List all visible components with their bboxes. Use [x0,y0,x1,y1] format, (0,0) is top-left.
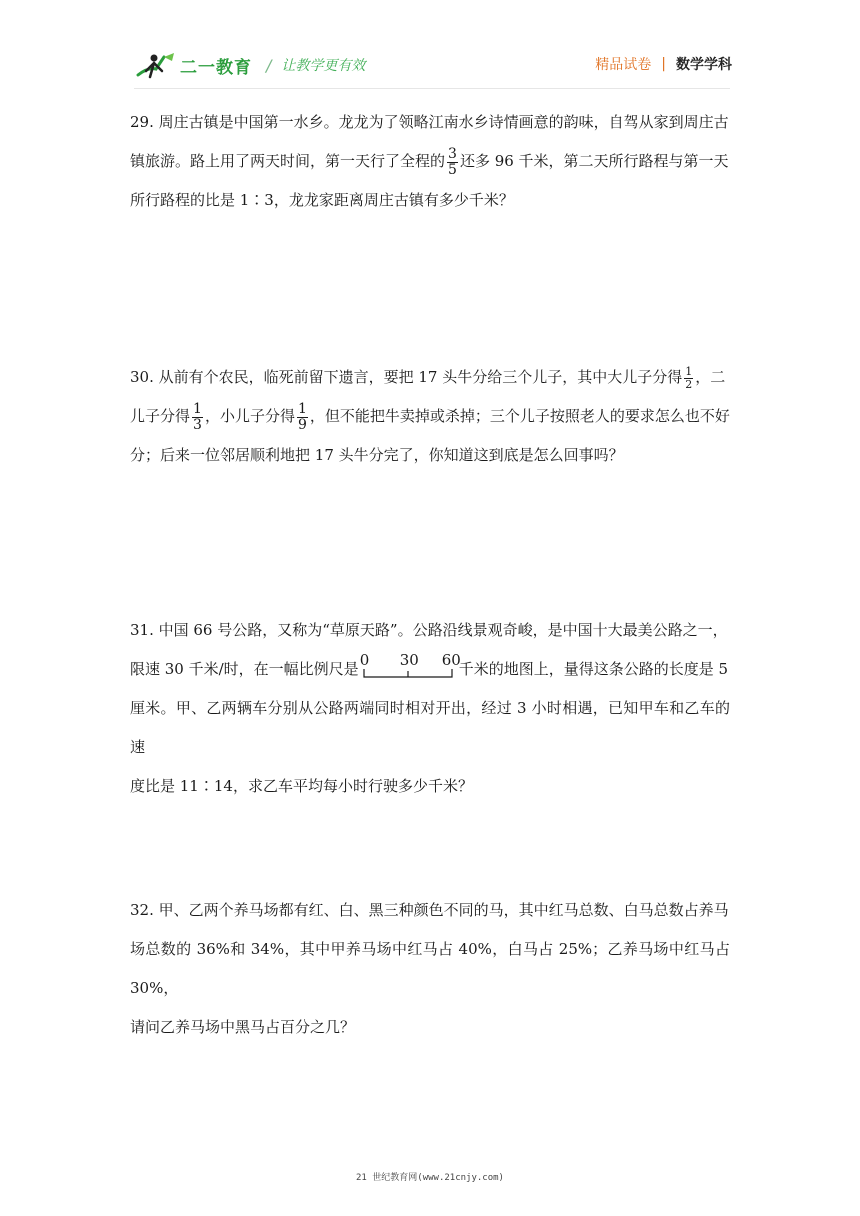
fraction-numerator: 1 [193,400,202,417]
fraction-1-2 [684,366,693,391]
slash-divider: / [266,55,272,75]
question-32 [130,891,730,1047]
slogan: 让教学更有效 [281,58,366,74]
q30-text-e: ，但不能把牛卖掉或杀掉；三个儿子按照老人的要求怎么也不好 [309,407,730,425]
q30-text-c: 儿子分得 [130,407,191,425]
fraction-denominator: 9 [297,416,307,433]
question-31 [130,611,730,806]
q32-line1: 32. 甲、乙两个养马场都有红、白、黑三种颜色不同的马，其中红马总数、白马总数占养马 [130,901,729,919]
q31-line3: 厘米。甲、乙两辆车分别从公路两端同时相对开出，经过 3 小时相遇，已知甲车和乙车的速 [130,699,730,756]
fraction-1-3 [192,402,203,433]
q31-line2 [130,650,730,689]
scale-bar [359,651,461,683]
q31-text-b: 千米的地图上，量得这条公路的长度是 5 [458,660,729,678]
q29-text-b: 还多 96 千米，第二天所行路程与第一天 [459,152,729,170]
tag-premium: 精品试卷 [595,57,652,73]
q30-text-a: 30. 从前有个农民，临死前留下遗言，要把 17 头牛分给三个儿子，其中大儿子分得 [130,368,683,386]
runner-logo-icon [134,49,178,81]
q31-line1: 31. 中国 66 号公路，又称为“草原天路”。公路沿线景观奇峻，是中国十大最美公路之一， [130,621,728,639]
tag-divider: | [661,56,666,72]
scale-label-0: 0 [359,651,370,669]
fraction-1-9 [297,402,308,433]
fraction-denominator: 2 [685,377,693,391]
fraction-numerator: 3 [448,145,457,162]
scale-label-30: 30 [399,651,419,669]
q29-line2 [130,142,730,181]
header-divider [134,88,730,89]
fraction-denominator: 3 [193,416,202,433]
logo [134,48,365,82]
fraction-3-5 [447,147,458,178]
fraction-numerator: 1 [297,400,307,417]
scale-label-60: 60 [441,651,461,669]
q30-text-b: ，二 [695,368,726,386]
fraction-numerator: 1 [685,364,693,378]
q30-line1 [130,358,730,397]
tag-subject: 数学学科 [676,57,732,73]
scale-ruler-icon [360,657,458,683]
q29-text-a: 镇旅游。路上用了两天时间，第一天行了全程的 [130,152,446,170]
q29-line1: 29. 周庄古镇是中国第一水乡。龙龙为了领略江南水乡诗情画意的韵味，自驾从家到周庄古 [130,113,729,131]
q30-text-d: ，小儿子分得 [204,407,295,425]
q31-text-a: 限速 30 千米/时，在一幅比例尺是 [130,660,359,678]
page-footer: 21 世纪教育网(www.21cnjy.com) [356,1173,504,1183]
logo-text: 二一教育 [180,57,252,78]
q31-line4: 度比是 11∶14，求乙车平均每小时行驶多少千米？ [130,777,473,795]
fraction-denominator: 5 [448,161,457,178]
q29-line3: 所行路程的比是 1∶3，龙龙家距离周庄古镇有多少千米？ [130,191,514,209]
page-header [0,0,860,90]
q32-line3: 请问乙养马场中黑马占百分之几？ [130,1018,356,1036]
q30-line2 [130,397,730,436]
q32-line2: 场总数的 36%和 34%，其中甲养马场中红马占 40%，白马占 25%；乙养马场中红马占 30%， [130,940,730,997]
q30-line3: 分；后来一位邻居顺利地把 17 头牛分完了，你知道这到底是怎么回事吗？ [130,446,624,464]
question-30 [130,358,730,475]
question-29 [130,103,730,220]
subject-tags [595,54,732,74]
